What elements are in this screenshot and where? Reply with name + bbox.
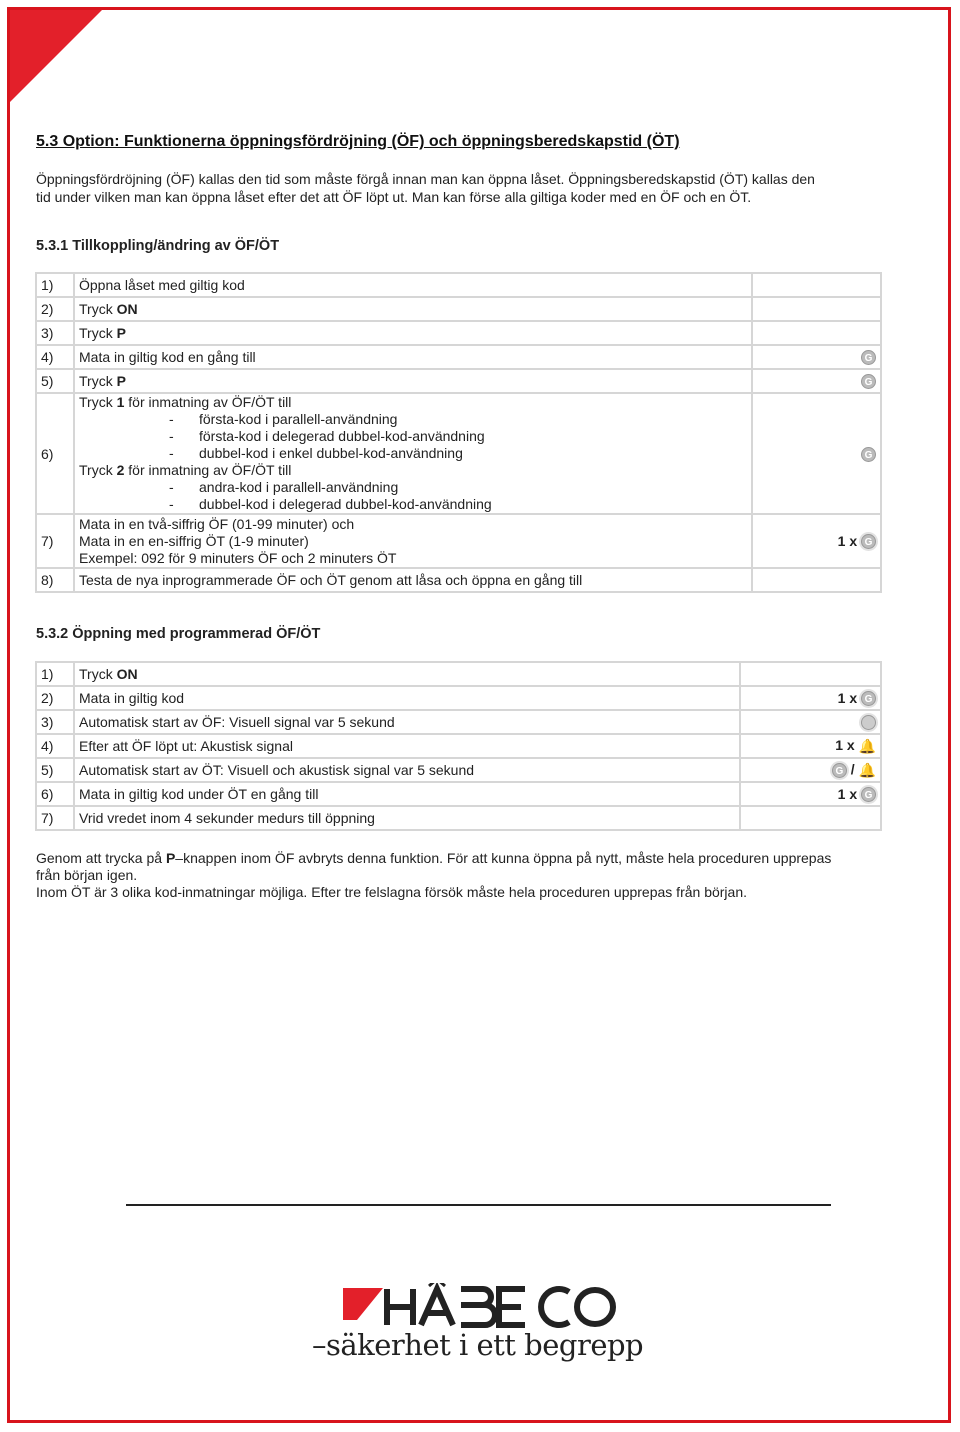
table-row — [36, 568, 881, 592]
blinking-led-icon: G — [861, 691, 876, 706]
step-text: Automatisk start av ÖF: Visuell signal var 5 sekund — [74, 710, 740, 734]
step-signal — [752, 514, 881, 568]
key-label: P — [116, 373, 126, 389]
step-line: Mata in en två-siffrig ÖF (01-99 minuter) och — [79, 515, 355, 532]
repeat-count: 1 x — [835, 737, 855, 754]
table-row — [36, 758, 881, 782]
step-text: Efter att ÖF löpt ut: Akustisk signal — [74, 734, 740, 758]
subsection-1-title: 5.3.1 Tillkoppling/ändring av ÖF/ÖT — [36, 238, 280, 254]
step-text — [74, 662, 740, 686]
footnote-text: Genom att trycka på — [36, 850, 166, 866]
corner-accent — [10, 10, 102, 102]
step-line: Mata in en en-siffrig ÖT (1-9 minuter) — [79, 532, 309, 549]
step-text-plain: Tryck — [79, 666, 117, 682]
step-number: 2) — [36, 686, 74, 710]
step-signal — [740, 758, 881, 782]
step-signal — [752, 393, 881, 514]
table-row — [36, 806, 881, 830]
step-number: 4) — [36, 345, 74, 369]
table-row — [36, 393, 881, 514]
step-text: Vrid vredet inom 4 sekunder medurs till öppning — [74, 806, 740, 830]
table-row — [36, 345, 881, 369]
key-label: 2 — [116, 462, 125, 478]
footnote-paragraph-1 — [36, 850, 836, 884]
step-text-plain: Tryck — [79, 394, 117, 410]
footnote-text: –knappen inom ÖF avbryts denna funktion. För att kunna öppna på nytt, måste hela proceduren upprepas från början igen. — [36, 850, 832, 883]
step-number: 1) — [36, 273, 74, 297]
table-row — [36, 662, 881, 686]
dash: - — [169, 428, 174, 444]
green-led-icon: G — [861, 447, 876, 462]
key-label: ON — [116, 301, 138, 317]
step-signal — [740, 782, 881, 806]
step-signal — [752, 345, 881, 369]
list-item-text: första-kod i delegerad dubbel-kod-användning — [199, 428, 485, 444]
blinking-led-icon: G — [832, 763, 847, 778]
table-row — [36, 273, 881, 297]
step-number: 3) — [36, 321, 74, 345]
list-item-text: dubbel-kod i delegerad dubbel-kod-användning — [199, 496, 492, 512]
step-signal — [740, 806, 881, 830]
step-signal — [752, 321, 881, 345]
steps-table-1 — [35, 272, 882, 593]
step-text — [74, 369, 752, 393]
step-number: 6) — [36, 782, 74, 806]
table-row — [36, 734, 881, 758]
dash: - — [169, 479, 174, 495]
key-label: P — [116, 325, 126, 341]
step-text: Testa de nya inprogrammerade ÖF och ÖT genom att låsa och öppna en gång till — [74, 568, 752, 592]
step-number: 4) — [36, 734, 74, 758]
acoustic-signal-icon: 🔔 — [858, 761, 876, 778]
dash: - — [169, 496, 174, 512]
brand-tagline: –säkerhet i ett begrepp — [312, 1328, 644, 1362]
step-text-plain: Tryck — [79, 462, 117, 478]
option-1-line — [79, 394, 747, 411]
list-item — [79, 445, 747, 462]
list-item-text: dubbel-kod i enkel dubbel-kod-användning — [199, 445, 463, 461]
visual-signal-icon — [861, 715, 876, 730]
list-item — [79, 496, 747, 513]
section-title: 5.3 Option: Funktionerna öppningsfördröjning (ÖF) och öppningsberedskapstid (ÖT) — [36, 133, 680, 150]
intro-line-2: tid under vilken man kan öppna låset efter det att ÖF löpt ut. Man kan förse alla giltiga koder med en ÖF och en ÖT. — [36, 189, 752, 205]
blinking-led-icon: G — [861, 787, 876, 802]
step-number: 2) — [36, 297, 74, 321]
table-row — [36, 514, 881, 568]
step-signal — [740, 710, 881, 734]
step-number: 6) — [36, 393, 74, 514]
dash: - — [169, 445, 174, 461]
table-row — [36, 297, 881, 321]
key-label: ON — [116, 666, 138, 682]
step-text-plain: Tryck — [79, 325, 117, 341]
key-label: 1 — [116, 394, 125, 410]
blinking-led-icon: G — [861, 534, 876, 549]
intro-line-1: Öppningsfördröjning (ÖF) kallas den tid som måste förgå innan man kan öppna låset. Öppningsberedskapstid (ÖT) kallas den — [36, 171, 815, 187]
step-text — [74, 393, 752, 514]
footnote-paragraph-2: Inom ÖT är 3 olika kod-inmatningar möjliga. Efter tre felslagna försök måste hela proceduren upprepas från början. — [36, 884, 747, 900]
repeat-count: 1 x — [837, 689, 858, 706]
step-signal — [752, 369, 881, 393]
green-led-icon: G — [861, 374, 876, 389]
step-number: 3) — [36, 710, 74, 734]
step-number: 7) — [36, 514, 74, 568]
steps-table-2 — [35, 661, 882, 831]
step-text: Mata in giltig kod under ÖT en gång till — [74, 782, 740, 806]
step-number: 7) — [36, 806, 74, 830]
option-2-line — [79, 462, 747, 479]
step-signal — [740, 662, 881, 686]
table-row — [36, 686, 881, 710]
list-item-text: andra-kod i parallell-användning — [199, 479, 399, 495]
step-number: 5) — [36, 758, 74, 782]
table-row — [36, 321, 881, 345]
step-number: 5) — [36, 369, 74, 393]
step-signal — [752, 273, 881, 297]
step-text — [74, 297, 752, 321]
step-text-plain: för inmatning av ÖF/ÖT till — [124, 462, 292, 478]
separator: / — [850, 761, 855, 778]
green-led-icon: G — [861, 350, 876, 365]
step-text: Mata in giltig kod en gång till — [74, 345, 752, 369]
step-signal — [740, 686, 881, 710]
step-text: Automatisk start av ÖT: Visuell och akustisk signal var 5 sekund — [74, 758, 740, 782]
footnote — [36, 850, 836, 901]
habeco-logo — [343, 1283, 623, 1333]
step-line: Exempel: 092 för 9 minuters ÖF och 2 minuters ÖT — [79, 549, 397, 566]
step-text — [74, 321, 752, 345]
step-text-plain: för inmatning av ÖF/ÖT till — [124, 394, 292, 410]
repeat-count: 1 x — [837, 532, 858, 549]
intro-paragraph — [36, 170, 876, 206]
list-item — [79, 411, 747, 428]
step-text-plain: Tryck — [79, 301, 117, 317]
table-row — [36, 782, 881, 806]
step-text-plain: Tryck — [79, 373, 117, 389]
step-signal — [752, 568, 881, 592]
step-signal — [740, 734, 881, 758]
dash: - — [169, 411, 174, 427]
step-text: Öppna låset med giltig kod — [74, 273, 752, 297]
key-label: P — [165, 850, 176, 866]
list-item-text: första-kod i parallell-användning — [199, 411, 398, 427]
table-row — [36, 710, 881, 734]
subsection-2-title: 5.3.2 Öppning med programmerad ÖF/ÖT — [36, 626, 321, 642]
step-number: 8) — [36, 568, 74, 592]
table-row — [36, 369, 881, 393]
step-text: Mata in giltig kod — [74, 686, 740, 710]
repeat-count: 1 x — [837, 785, 858, 802]
acoustic-signal-icon: 🔔 — [858, 737, 876, 754]
step-signal — [752, 297, 881, 321]
step-number: 1) — [36, 662, 74, 686]
list-item — [79, 479, 747, 496]
step-text — [74, 514, 752, 568]
list-item — [79, 428, 747, 445]
divider — [126, 1204, 831, 1206]
